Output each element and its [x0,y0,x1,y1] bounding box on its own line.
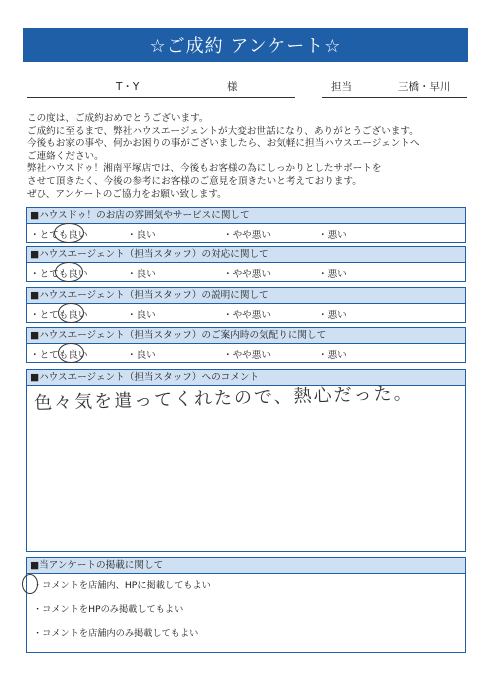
intro-line: この度は、ご成約おめでとうございます。 [27,113,209,124]
posting-consent-box [26,557,466,653]
option-very-good[interactable]: ・とても良い [30,269,88,280]
customer-underline [27,97,295,98]
survey-title: ☆ご成約 アンケート☆ [149,36,342,57]
question-store-atmosphere [26,207,466,243]
option-good[interactable]: ・良い [127,269,156,280]
selection-circle [22,574,38,594]
option-good[interactable]: ・良い [127,350,156,361]
option-bad[interactable]: ・悪い [318,269,347,280]
option-very-good[interactable]: ・とても良い [30,310,88,321]
rating-options [27,224,465,242]
option-very-good[interactable]: ・とても良い [30,350,88,361]
rating-options [27,304,465,322]
question-heading: ■ハウスエージェント（担当スタッフ）のご案内時の気配りに関して [27,328,465,344]
option-bad[interactable]: ・悪い [318,230,347,241]
rating-options [27,344,465,362]
option-somewhat-bad[interactable]: ・やや悪い [223,350,271,361]
intro-line: させて頂きたく、今後の参考にお客様のご意見を頂きたいと考えております。 [27,175,362,187]
consent-option-store-and-hp[interactable]: ・コメントを店舗内、HPに掲載してもよい [33,580,211,591]
intro-line: ご連絡ください。 [27,150,104,162]
staff-names: 三橋・早川 [398,81,451,93]
question-heading: ■ハウスエージェント（担当スタッフ）の説明に関して [27,288,465,304]
option-bad[interactable]: ・悪い [318,310,347,321]
consent-heading: ■当アンケートの掲載に関して [27,558,465,574]
question-agent-response [26,246,466,282]
option-somewhat-bad[interactable]: ・やや悪い [223,310,271,321]
comment-heading: ■ハウスエージェント（担当スタッフ）へのコメント [27,370,465,386]
intro-line: ご成約に至るまで、弊社ハウスエージェントが大変お世話になり、ありがとうございます。 [27,125,419,137]
question-agent-attentiveness [26,327,466,363]
option-bad[interactable]: ・悪い [318,350,347,361]
intro-line: 弊社ハウスドゥ！湘南平塚店では、今後もお客様の為にしっかりとしたサポートを [27,163,382,175]
selection-circle [54,223,84,243]
option-very-good[interactable]: ・とても良い [30,230,88,241]
option-somewhat-bad[interactable]: ・やや悪い [223,269,271,280]
staff-underline [322,97,467,98]
customer-name: T・Y [116,81,140,93]
question-heading: ■ハウスドゥ！のお店の雰囲気やサービスに関して [27,208,465,224]
option-good[interactable]: ・良い [127,310,156,321]
consent-option-hp-only[interactable]: ・コメントをHPのみ掲載してもよい [33,604,184,615]
staff-label: 担当 [331,81,352,93]
option-good[interactable]: ・良い [127,230,156,241]
question-agent-explanation [26,287,466,323]
option-somewhat-bad[interactable]: ・やや悪い [223,230,271,241]
consent-option-store-only[interactable]: ・コメントを店舗内のみ掲載してもよい [33,628,199,639]
selection-circle [58,303,84,323]
selection-circle [55,262,83,282]
handwritten-comment: 色々気を遣ってくれたので、熱心だった。 [33,383,414,414]
intro-line: ぜひ、アンケートのご協力をお願い致します。 [27,188,227,200]
selection-circle [58,343,84,363]
intro-line: 今後もお家の事や、何かお困りの事がございましたら、お気軽に担当ハウスエージェントへ [27,138,420,150]
customer-honorific: 様 [227,81,238,93]
question-heading: ■ハウスエージェント（担当スタッフ）の対応に関して [27,247,465,263]
survey-title-banner [23,28,468,62]
rating-options [27,263,465,281]
intro-text [27,113,467,201]
